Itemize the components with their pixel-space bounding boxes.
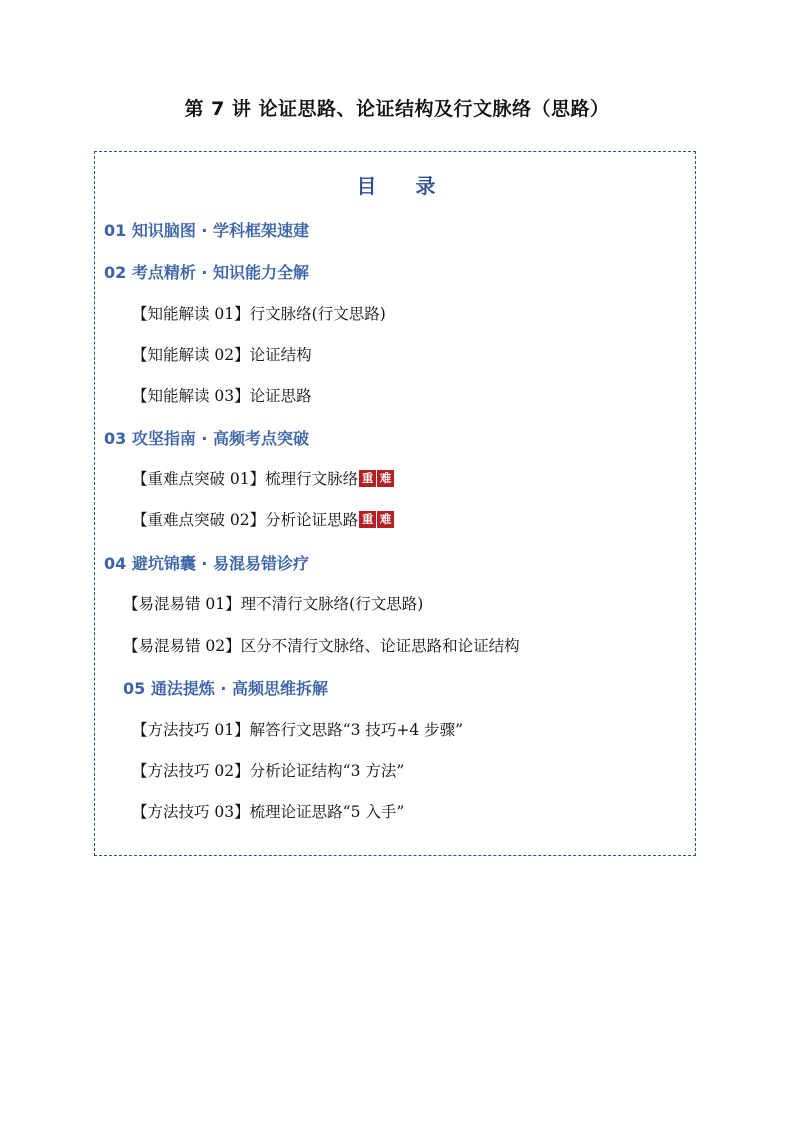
page-title: 第 7 讲 论证思路、论证结构及行文脉络（思路） [184, 98, 610, 120]
toc-item-02-03[interactable]: 【知能解读 03】论证思路 [132, 387, 312, 405]
toc-item-04-01[interactable]: 【易混易错 01】理不清行文脉络(行文思路) [123, 595, 424, 613]
toc-section-05[interactable]: 05 通法提炼 · 高频思维拆解 [123, 679, 329, 698]
toc-item-03-01-label: 【重难点突破 01】梳理行文脉络 [132, 470, 359, 488]
toc-item-03-02[interactable] [132, 508, 394, 530]
key-badge: 重 [359, 511, 376, 528]
toc-box [94, 151, 696, 856]
key-badge: 重 [359, 470, 376, 487]
toc-section-02[interactable]: 02 考点精析 · 知识能力全解 [104, 263, 310, 282]
toc-item-04-02[interactable]: 【易混易错 02】区分不清行文脉络、论证思路和论证结构 [123, 637, 520, 655]
toc-item-02-02[interactable]: 【知能解读 02】论证结构 [132, 346, 312, 364]
toc-item-05-02[interactable]: 【方法技巧 02】分析论证结构“3 方法” [132, 762, 405, 780]
difficult-badge: 难 [377, 511, 394, 528]
toc-heading: 目 录 [356, 174, 452, 198]
difficult-badge: 难 [377, 470, 394, 487]
toc-item-05-03[interactable]: 【方法技巧 03】梳理论证思路“5 入手” [132, 803, 405, 821]
toc-section-03[interactable]: 03 攻坚指南 · 高频考点突破 [104, 429, 310, 448]
toc-item-03-01[interactable] [132, 467, 394, 489]
toc-item-03-02-label: 【重难点突破 02】分析论证思路 [132, 511, 359, 529]
toc-item-05-01[interactable]: 【方法技巧 01】解答行文思路“3 技巧+4 步骤” [132, 721, 464, 739]
toc-item-02-01[interactable]: 【知能解读 01】行文脉络(行文思路) [132, 305, 386, 323]
toc-section-01[interactable]: 01 知识脑图 · 学科框架速建 [104, 221, 310, 240]
toc-section-04[interactable]: 04 避坑锦囊 · 易混易错诊疗 [104, 554, 310, 573]
